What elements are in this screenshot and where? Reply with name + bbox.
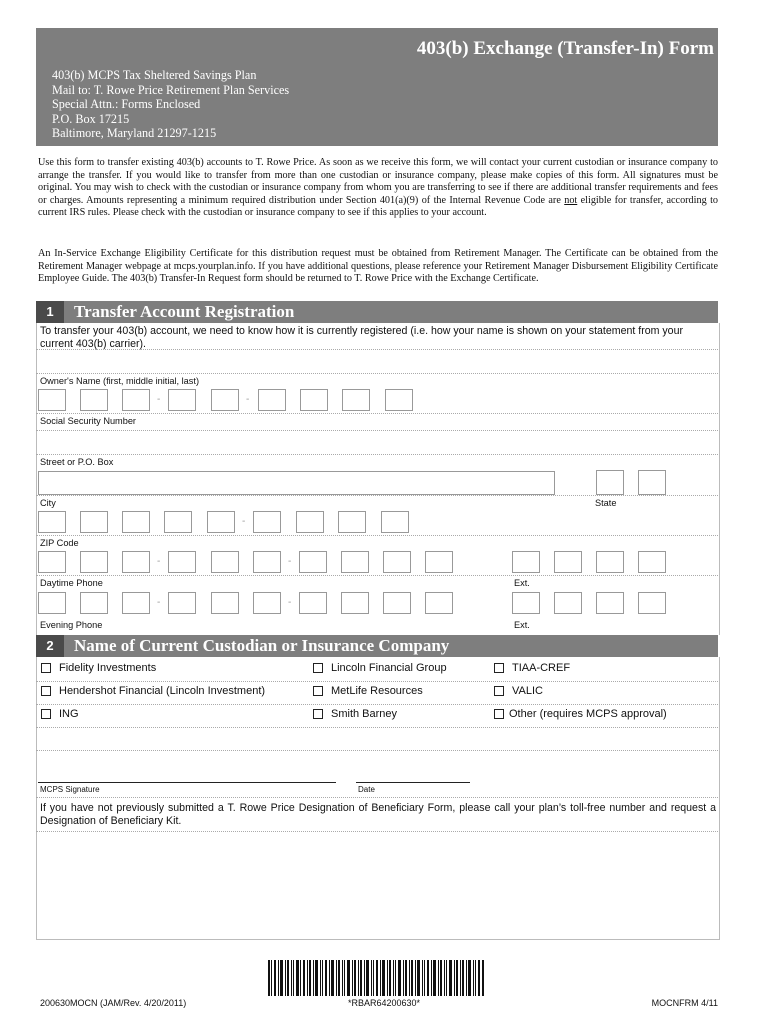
eve-phone-digit-box[interactable] [80, 592, 108, 614]
checkbox-lincoln-financial[interactable] [313, 663, 323, 673]
divider [36, 831, 718, 832]
divider [36, 430, 718, 431]
day-phone-digit-box[interactable] [341, 551, 369, 573]
street-label: Street or P.O. Box [40, 457, 114, 467]
day-phone-digit-box[interactable] [38, 551, 66, 573]
date-label: Date [358, 785, 375, 794]
day-ext-digit-box[interactable] [554, 551, 582, 573]
day-phone-digit-box[interactable] [122, 551, 150, 573]
city-label: City [40, 498, 56, 508]
eve-phone-digit-box[interactable] [341, 592, 369, 614]
checkbox-ing[interactable] [41, 709, 51, 719]
option-tiaa-cref-label: TIAA-CREF [512, 662, 571, 674]
ssn-digit-box[interactable] [168, 389, 196, 411]
divider [36, 750, 718, 751]
divider [36, 727, 718, 728]
po-box-line: P.O. Box 17215 [52, 111, 130, 126]
attention-line: Special Attn.: Forms Enclosed [52, 97, 201, 111]
day-phone-digit-box[interactable] [211, 551, 239, 573]
zip-digit-box[interactable] [253, 511, 281, 533]
day-ext-digit-box[interactable] [638, 551, 666, 573]
zip-digit-box[interactable] [207, 511, 235, 533]
checkbox-other[interactable] [494, 709, 504, 719]
form-title: 403(b) Exchange (Transfer-In) Form [416, 38, 714, 59]
daytime-ext-label: Ext. [514, 578, 530, 588]
day-phone-digit-box[interactable] [168, 551, 196, 573]
beneficiary-note: If you have not previously submitted a T. Rowe Price Designation of Beneficiary Form, please call your plan’s toll-free number and request a Designation of Beneficiary Kit. [40, 802, 716, 827]
barcode [268, 960, 484, 996]
ssn-digit-box[interactable] [211, 389, 239, 411]
phone-dash: - [288, 556, 292, 567]
mailing-address [52, 68, 289, 141]
zip-digit-box[interactable] [338, 511, 366, 533]
city-input[interactable] [38, 471, 555, 495]
checkbox-tiaa-cref[interactable] [494, 663, 504, 673]
eve-phone-digit-box[interactable] [299, 592, 327, 614]
option-ing-label: ING [59, 708, 79, 720]
day-phone-digit-box[interactable] [383, 551, 411, 573]
evening-ext-label: Ext. [514, 620, 530, 630]
ssn-digit-box[interactable] [300, 389, 328, 411]
date-line[interactable] [356, 782, 470, 783]
certificate-paragraph: An In-Service Exchange Eligibility Certificate for this distribution request must be obtained from Retirement Manager. The Certificate can be obtained from the Retirement Manager webpage at mcps.yourplan.info. If you have additional questions, please reference your Retirement Manager Disbursement Eligibility Certificate Employee Guide. The 403(b) Transfer-In Request form should be returned to T. Rowe Price with the Exchange Certificate. [38, 248, 718, 285]
divider [36, 797, 718, 798]
eve-ext-digit-box[interactable] [554, 592, 582, 614]
eve-phone-digit-box[interactable] [383, 592, 411, 614]
divider [36, 413, 718, 414]
ssn-digit-box[interactable] [38, 389, 66, 411]
signature-line[interactable] [38, 782, 336, 783]
ssn-digit-box[interactable] [122, 389, 150, 411]
phone-dash: - [288, 597, 292, 608]
section-title: Name of Current Custodian or Insurance Company [74, 636, 450, 655]
zip-digit-box[interactable] [164, 511, 192, 533]
checkbox-hendershot[interactable] [41, 686, 51, 696]
day-ext-digit-box[interactable] [596, 551, 624, 573]
eve-phone-digit-box[interactable] [253, 592, 281, 614]
day-phone-digit-box[interactable] [80, 551, 108, 573]
ssn-label: Social Security Number [40, 416, 136, 426]
form-header [36, 28, 718, 146]
phone-dash: - [157, 556, 161, 567]
checkbox-valic[interactable] [494, 686, 504, 696]
state-box[interactable] [596, 470, 624, 495]
evening-phone-label: Evening Phone [40, 620, 103, 630]
phone-dash: - [157, 597, 161, 608]
intro-text-b: eligible for transfer, according to current IRS rules. Please check with the custodian or insurance company to see if this applies to your account. [38, 194, 718, 219]
zip-dash: - [242, 516, 246, 527]
divider [36, 575, 718, 576]
eve-phone-digit-box[interactable] [122, 592, 150, 614]
ssn-digit-box[interactable] [258, 389, 286, 411]
signature-label: MCPS Signature [40, 785, 100, 794]
section-number: 1 [36, 301, 64, 323]
checkbox-metlife[interactable] [313, 686, 323, 696]
divider [36, 681, 718, 682]
option-valic-label: VALIC [512, 685, 543, 697]
intro-not: not [564, 194, 578, 206]
day-ext-digit-box[interactable] [512, 551, 540, 573]
eve-phone-digit-box[interactable] [425, 592, 453, 614]
zip-digit-box[interactable] [80, 511, 108, 533]
option-fidelity-label: Fidelity Investments [59, 662, 157, 674]
zip-digit-box[interactable] [38, 511, 66, 533]
state-box[interactable] [638, 470, 666, 495]
eve-ext-digit-box[interactable] [638, 592, 666, 614]
section-2-body [36, 657, 720, 940]
intro-text-a: Use this form to transfer existing 403(b) accounts to T. Rowe Price. As soon as we receive this form, we will contact your current custodian or insurance company to arrange the transfer. If you would like to transfer from more than one custodian or insurance company, please make copies of this form. All signatures must be original. You may wish to check with the custodian or insurance company from whom you are transferring to see if there are additional transfer requirements and fees or charges. Amounts representing a minimum required distribution under Section 401(a)(9) of the Internal Revenue Code are [38, 157, 718, 206]
section-title: Transfer Account Registration [74, 302, 295, 321]
checkbox-smith-barney[interactable] [313, 709, 323, 719]
zip-digit-box[interactable] [296, 511, 324, 533]
other-custodian-input[interactable] [38, 729, 718, 751]
state-label: State [595, 498, 617, 508]
ssn-digit-box[interactable] [385, 389, 413, 411]
divider [36, 373, 718, 374]
eve-phone-digit-box[interactable] [168, 592, 196, 614]
street-input[interactable] [38, 432, 718, 454]
eve-phone-digit-box[interactable] [211, 592, 239, 614]
divider [36, 704, 718, 705]
daytime-phone-label: Daytime Phone [40, 578, 103, 588]
day-phone-digit-box[interactable] [425, 551, 453, 573]
form-revision: 200630MOCN (JAM/Rev. 4/20/2011) [40, 998, 187, 1008]
day-phone-digit-box[interactable] [253, 551, 281, 573]
section-2-header [36, 635, 718, 657]
form-code: MOCNFRM 4/11 [651, 998, 718, 1008]
zip-digit-box[interactable] [381, 511, 409, 533]
ssn-digit-box[interactable] [342, 389, 370, 411]
mail-to-line: Mail to: T. Rowe Price Retirement Plan Services [52, 82, 290, 97]
ssn-digit-box[interactable] [80, 389, 108, 411]
divider [36, 495, 718, 496]
intro-paragraph [38, 157, 718, 220]
registration-instructions: To transfer your 403(b) account, we need to know how it is currently registered (i.e. how your name is shown on your statement from your current 403(b) carrier). [40, 325, 683, 350]
section-1-header [36, 301, 718, 323]
option-metlife-label: MetLife Resources [331, 685, 423, 697]
eve-phone-digit-box[interactable] [38, 592, 66, 614]
option-lincoln-financial-label: Lincoln Financial Group [331, 662, 447, 674]
option-smith-barney-label: Smith Barney [331, 708, 398, 720]
divider [36, 454, 718, 455]
eve-ext-digit-box[interactable] [596, 592, 624, 614]
option-other-label: Other (requires MCPS approval) [509, 708, 667, 720]
checkbox-fidelity[interactable] [41, 663, 51, 673]
option-hendershot-label: Hendershot Financial (Lincoln Investment) [59, 685, 266, 697]
plan-name: 403(b) MCPS Tax Sheltered Savings Plan [52, 68, 257, 82]
owner-name-label: Owner's Name (first, middle initial, last) [40, 376, 200, 386]
section-number: 2 [36, 635, 64, 657]
divider [36, 349, 718, 350]
day-phone-digit-box[interactable] [299, 551, 327, 573]
barcode-text: *RBAR64200630* [348, 998, 421, 1008]
ssn-dash: - [246, 394, 250, 405]
zip-digit-box[interactable] [122, 511, 150, 533]
divider [36, 535, 718, 536]
ssn-dash: - [157, 394, 161, 405]
eve-ext-digit-box[interactable] [512, 592, 540, 614]
owner-name-input[interactable] [38, 351, 718, 373]
zip-label: ZIP Code [40, 538, 79, 548]
city-line: Baltimore, Maryland 21297-1215 [52, 126, 217, 140]
